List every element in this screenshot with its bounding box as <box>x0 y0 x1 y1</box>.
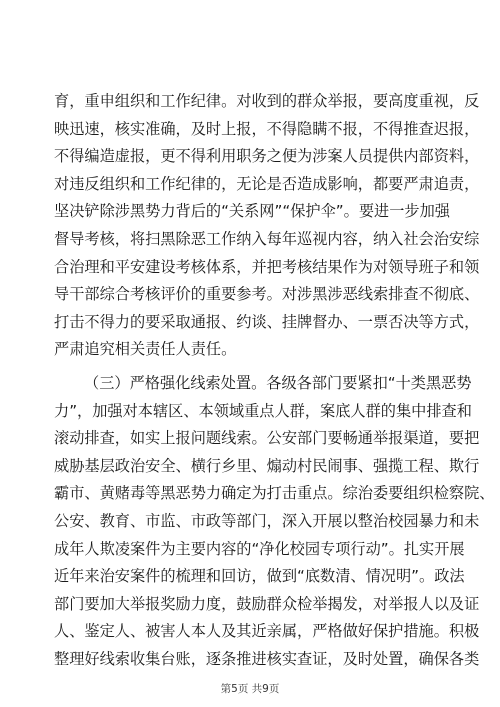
text-line: 严肃追究相关责任人责任。 <box>54 340 237 359</box>
page-number: 第5页 共9页 <box>220 683 280 695</box>
paragraph-1 <box>54 88 480 364</box>
text-line: 督导考核，将扫黑除恶工作纳入每年巡视内容，纳入社会治安综 <box>54 229 480 248</box>
text-line: 不得编造虚报，更不得利用职务之便为涉案人员提供内部资料， <box>54 147 480 166</box>
text-line: 合治理和平安建设考核体系，并把考核结果作为对领导班子和领 <box>54 257 480 276</box>
text-line: 导干部综合考核评价的重要参考。对涉黑涉恶线索排查不彻底、 <box>54 285 480 304</box>
text-line: 近年来治安案件的梳理和回访，做到“底数清、情况明”。政法 <box>54 567 465 586</box>
text-line: 力”，加强对本辖区、本领域重点人群，案底人群的集中排查和 <box>54 401 472 420</box>
text-line: 威胁基层政治安全、横行乡里、煽动村民闹事、强揽工程、欺行 <box>54 456 480 475</box>
body-text <box>54 88 495 673</box>
text-line: 对违反组织和工作纪律的，无论是否造成影响，都要严肃追责， <box>54 174 480 193</box>
text-line: 滚动排查，如实上报问题线索。公安部门要畅通举报渠道，要把 <box>54 429 480 448</box>
text-line: 成年人欺凌案件为主要内容的“净化校园专项行动”。扎实开展 <box>54 539 465 558</box>
text-line: 育，重申组织和工作纪律。对收到的群众举报，要高度重视，反 <box>54 92 480 110</box>
text-line: 坚决铲除涉黑势力背后的“关系网”“保护伞”。要进一步加强 <box>54 202 450 221</box>
page-footer <box>0 681 500 696</box>
text-line: （三）严格强化线索处置。各级各部门要紧扣“十类黑恶势 <box>84 373 472 392</box>
text-line: 映迅速，核实准确，及时上报，不得隐瞒不报，不得推查迟报， <box>54 119 480 138</box>
text-line: 霸市、黄赌毒等黑恶势力确定为打击重点。综治委要组织检察院、 <box>54 484 495 503</box>
text-line: 公安、教育、市监、市政等部门，深入开展以整治校园暴力和未 <box>54 511 480 530</box>
text-line: 整理好线索收集台账，逐条推进核实查证，及时处置，确保各类 <box>54 649 480 668</box>
text-line: 打击不得力的要采取通报、约谈、挂牌督办、一票否决等方式， <box>54 312 480 331</box>
text-line: 人、鉴定人、被害人本人及其近亲属，严格做好保护措施。积极 <box>54 622 480 641</box>
paragraph-2 <box>54 370 495 674</box>
text-line: 部门要加大举报奖励力度，鼓励群众检举揭发，对举报人以及证 <box>54 594 480 613</box>
